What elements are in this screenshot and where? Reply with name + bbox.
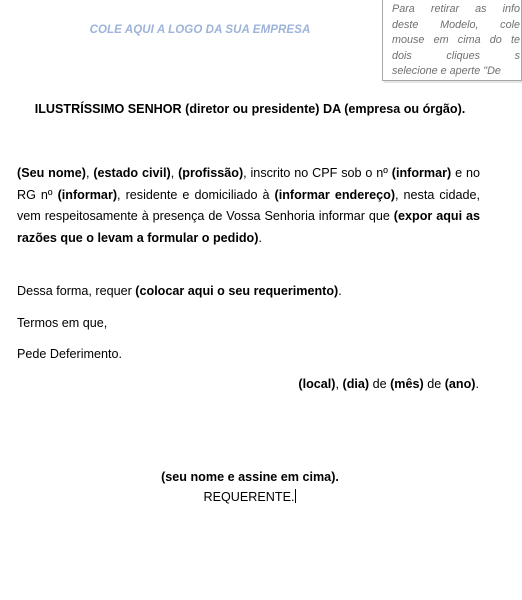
text: ,: [335, 377, 343, 391]
text: , residente e domiciliado à: [117, 187, 275, 202]
note-line: dois cliques s: [392, 49, 520, 62]
note-line: Para retirar as info: [392, 3, 520, 15]
field-civil-status: (estado civil): [93, 166, 171, 180]
text: .: [338, 284, 342, 298]
request-line[interactable]: [17, 284, 342, 298]
text: .: [475, 377, 479, 391]
note-line: selecione e aperte "De: [392, 65, 501, 77]
signature-line[interactable]: (seu nome e assine em cima).: [161, 470, 339, 484]
text: ,: [170, 166, 179, 180]
logo-placeholder[interactable]: COLE AQUI A LOGO DA SUA EMPRESA: [89, 24, 311, 36]
field-name: (Seu nome): [17, 166, 86, 180]
text: .: [258, 230, 262, 245]
field-profession: (profissão): [178, 166, 244, 180]
text: ,: [85, 166, 94, 180]
text-cursor: [295, 489, 296, 503]
note-line: deste Modelo, cole: [392, 18, 520, 31]
role-line[interactable]: [0, 489, 500, 504]
field-day: (dia): [342, 377, 370, 391]
text: de: [423, 377, 445, 391]
date-line[interactable]: [298, 377, 479, 391]
body-paragraph[interactable]: [17, 163, 480, 249]
text: , inscrito no CPF sob o nº: [243, 166, 392, 180]
field-rg: (informar): [57, 187, 118, 202]
role-label: REQUERENTE.: [203, 490, 295, 504]
field-cpf: (informar): [391, 166, 452, 180]
field-address: (informar endereço): [274, 187, 396, 202]
salutation[interactable]: ILUSTRÍSSIMO SENHOR (diretor ou presidente) DA (empresa ou órgão).: [34, 102, 466, 116]
closing-request[interactable]: Pede Deferimento.: [17, 347, 123, 361]
closing-terms[interactable]: Termos em que,: [17, 316, 108, 330]
text: , nesta cidade, vem respeitosamente à presença de Vossa Senhoria informar que: [17, 187, 480, 224]
text: e no RG nº: [17, 166, 480, 202]
field-month: (mês): [390, 377, 424, 391]
text: Dessa forma, requer: [17, 284, 136, 298]
field-reasons: (expor aqui as razões que o levam a formular o pedido): [17, 209, 480, 245]
field-request: (colocar aqui o seu requerimento): [135, 284, 339, 298]
text: de: [369, 377, 391, 391]
field-local: (local): [298, 377, 336, 391]
instruction-note: [382, 0, 522, 81]
field-year: (ano): [444, 377, 476, 391]
note-line: mouse em cima do te: [392, 34, 520, 46]
